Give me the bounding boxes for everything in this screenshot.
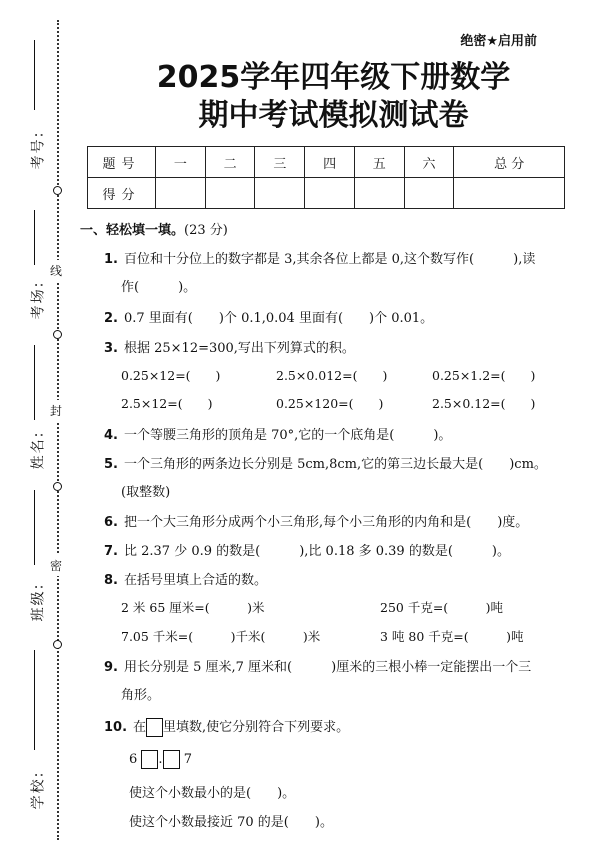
- label-exam-room: 考场:: [30, 280, 47, 320]
- question-number: 3.: [104, 341, 118, 356]
- calc-item: 0.25×120=( ): [276, 396, 384, 411]
- question-number: 6.: [104, 515, 118, 530]
- question-number: 2.: [104, 311, 118, 326]
- calc-item: 2.5×0.012=( ): [276, 368, 388, 383]
- expr-digit: 7: [183, 752, 192, 767]
- question-text-post: 里填数,使它分别符合下列要求。: [163, 720, 350, 735]
- calc-item: 0.25×12=( ): [121, 368, 221, 383]
- score-col-6: 六: [404, 147, 454, 178]
- score-col-3: 三: [255, 147, 305, 178]
- question-2: [104, 307, 433, 326]
- question-5: [104, 453, 547, 472]
- score-col-4: 四: [305, 147, 355, 178]
- conversion-item: 250 千克=( )吨: [380, 600, 504, 615]
- question-number: 5.: [104, 457, 118, 472]
- calc-item: 2.5×12=( ): [121, 396, 213, 411]
- score-table-score-row: [88, 178, 565, 209]
- score-col-total: 总 分: [454, 147, 565, 178]
- q10-sub-1: 使这个小数最小的是( )。: [129, 786, 296, 801]
- question-9: [104, 656, 531, 675]
- fill-line-exam-no[interactable]: [34, 40, 35, 110]
- question-text: 把一个大三角形分成两个小三角形,每个小三角形的内角和是( )度。: [123, 515, 529, 530]
- question-1-cont: 作( )。: [121, 280, 197, 295]
- question-text: 0.7 里面有( )个 0.1,0.04 里面有( )个 0.01。: [123, 311, 434, 326]
- label-class: 班级:: [30, 582, 47, 622]
- score-col-1: 一: [156, 147, 206, 178]
- question-text: 用长分别是 5 厘米,7 厘米和( )厘米的三根小棒一定能摆出一个三: [123, 660, 532, 675]
- score-row-label-question: 题号: [88, 147, 156, 178]
- q10-sub-2: 使这个小数最接近 70 的是( )。: [129, 815, 333, 830]
- conversion-item: 7.05 千米=( )千米( )米: [121, 629, 321, 644]
- question-text: 一个三角形的两条边长分别是 5cm,8cm,它的第三边长最大是( )cm。: [123, 457, 547, 472]
- seal-char-seal: 封: [50, 400, 62, 421]
- question-text: 根据 25×12=300,写出下列算式的积。: [123, 341, 355, 356]
- score-cell[interactable]: [404, 178, 454, 209]
- question-8: [104, 569, 267, 588]
- question-text: 百位和十分位上的数字都是 3,其余各位上都是 0,这个数写作( ),读: [123, 252, 536, 267]
- label-school: 学校:: [30, 770, 47, 810]
- question-number: 8.: [104, 573, 118, 588]
- calc-item: 2.5×0.12=( ): [432, 396, 536, 411]
- score-cell[interactable]: [205, 178, 255, 209]
- label-name: 姓名:: [30, 430, 47, 470]
- fill-line-school[interactable]: [34, 650, 35, 750]
- secret-mark: 绝密★启用前: [460, 34, 537, 49]
- question-number: 7.: [104, 544, 118, 559]
- question-number: 4.: [104, 428, 118, 443]
- fill-line-name[interactable]: [34, 345, 35, 420]
- question-5-cont: (取整数): [121, 485, 171, 500]
- page-title-line1: 2025学年四年级下册数学: [156, 60, 511, 95]
- score-row-label-score: 得分: [88, 178, 156, 209]
- score-cell[interactable]: [156, 178, 206, 209]
- question-10: [104, 716, 349, 737]
- binding-margin: [0, 0, 72, 841]
- fill-line-class[interactable]: [34, 490, 35, 565]
- question-text: 一个等腰三角形的顶角是 70°,它的一个底角是( )。: [123, 428, 452, 443]
- score-cell[interactable]: [354, 178, 404, 209]
- score-table: [87, 146, 565, 209]
- question-9-cont: 角形。: [121, 688, 161, 703]
- binding-hole: [53, 640, 62, 649]
- question-4: [104, 424, 451, 443]
- expr-digit: 6: [129, 752, 138, 767]
- question-number: 10.: [104, 720, 128, 735]
- section-title-text: 一、轻松填一填。: [80, 223, 185, 238]
- question-number: 9.: [104, 660, 118, 675]
- seal-dotted-line: [57, 20, 59, 840]
- page-title-line2: 期中考试模拟测试卷: [198, 98, 469, 133]
- score-col-2: 二: [205, 147, 255, 178]
- binding-hole: [53, 482, 62, 491]
- question-7: [104, 540, 510, 559]
- score-col-5: 五: [354, 147, 404, 178]
- blank-box[interactable]: [163, 750, 180, 769]
- binding-hole: [53, 330, 62, 339]
- question-1: [104, 248, 535, 267]
- score-cell[interactable]: [454, 178, 565, 209]
- blank-box[interactable]: [141, 750, 158, 769]
- calc-item: 0.25×1.2=( ): [432, 368, 536, 383]
- question-6: [104, 511, 528, 530]
- seal-char-secret: 密: [50, 555, 62, 576]
- question-3: [104, 337, 355, 356]
- question-text: 在括号里填上合适的数。: [123, 573, 267, 588]
- question-text-pre: 在: [133, 720, 147, 735]
- expr-point: .: [158, 752, 163, 767]
- question-text: 比 2.37 少 0.9 的数是( ),比 0.18 多 0.39 的数是( )。: [123, 544, 510, 559]
- question-number: 1.: [104, 252, 118, 267]
- conversion-item: 3 吨 80 千克=( )吨: [380, 629, 524, 644]
- score-cell[interactable]: [255, 178, 305, 209]
- conversion-item: 2 米 65 厘米=( )米: [121, 600, 265, 615]
- q10-expression: [129, 750, 192, 769]
- seal-char-line: 线: [50, 260, 62, 281]
- label-exam-no: 考号:: [30, 130, 47, 170]
- section-title: [80, 219, 228, 238]
- score-cell[interactable]: [305, 178, 355, 209]
- binding-hole: [53, 186, 62, 195]
- section-points: (23 分): [184, 223, 228, 238]
- blank-box[interactable]: [146, 718, 163, 737]
- score-table-header-row: [88, 147, 565, 178]
- fill-line-exam-room[interactable]: [34, 210, 35, 265]
